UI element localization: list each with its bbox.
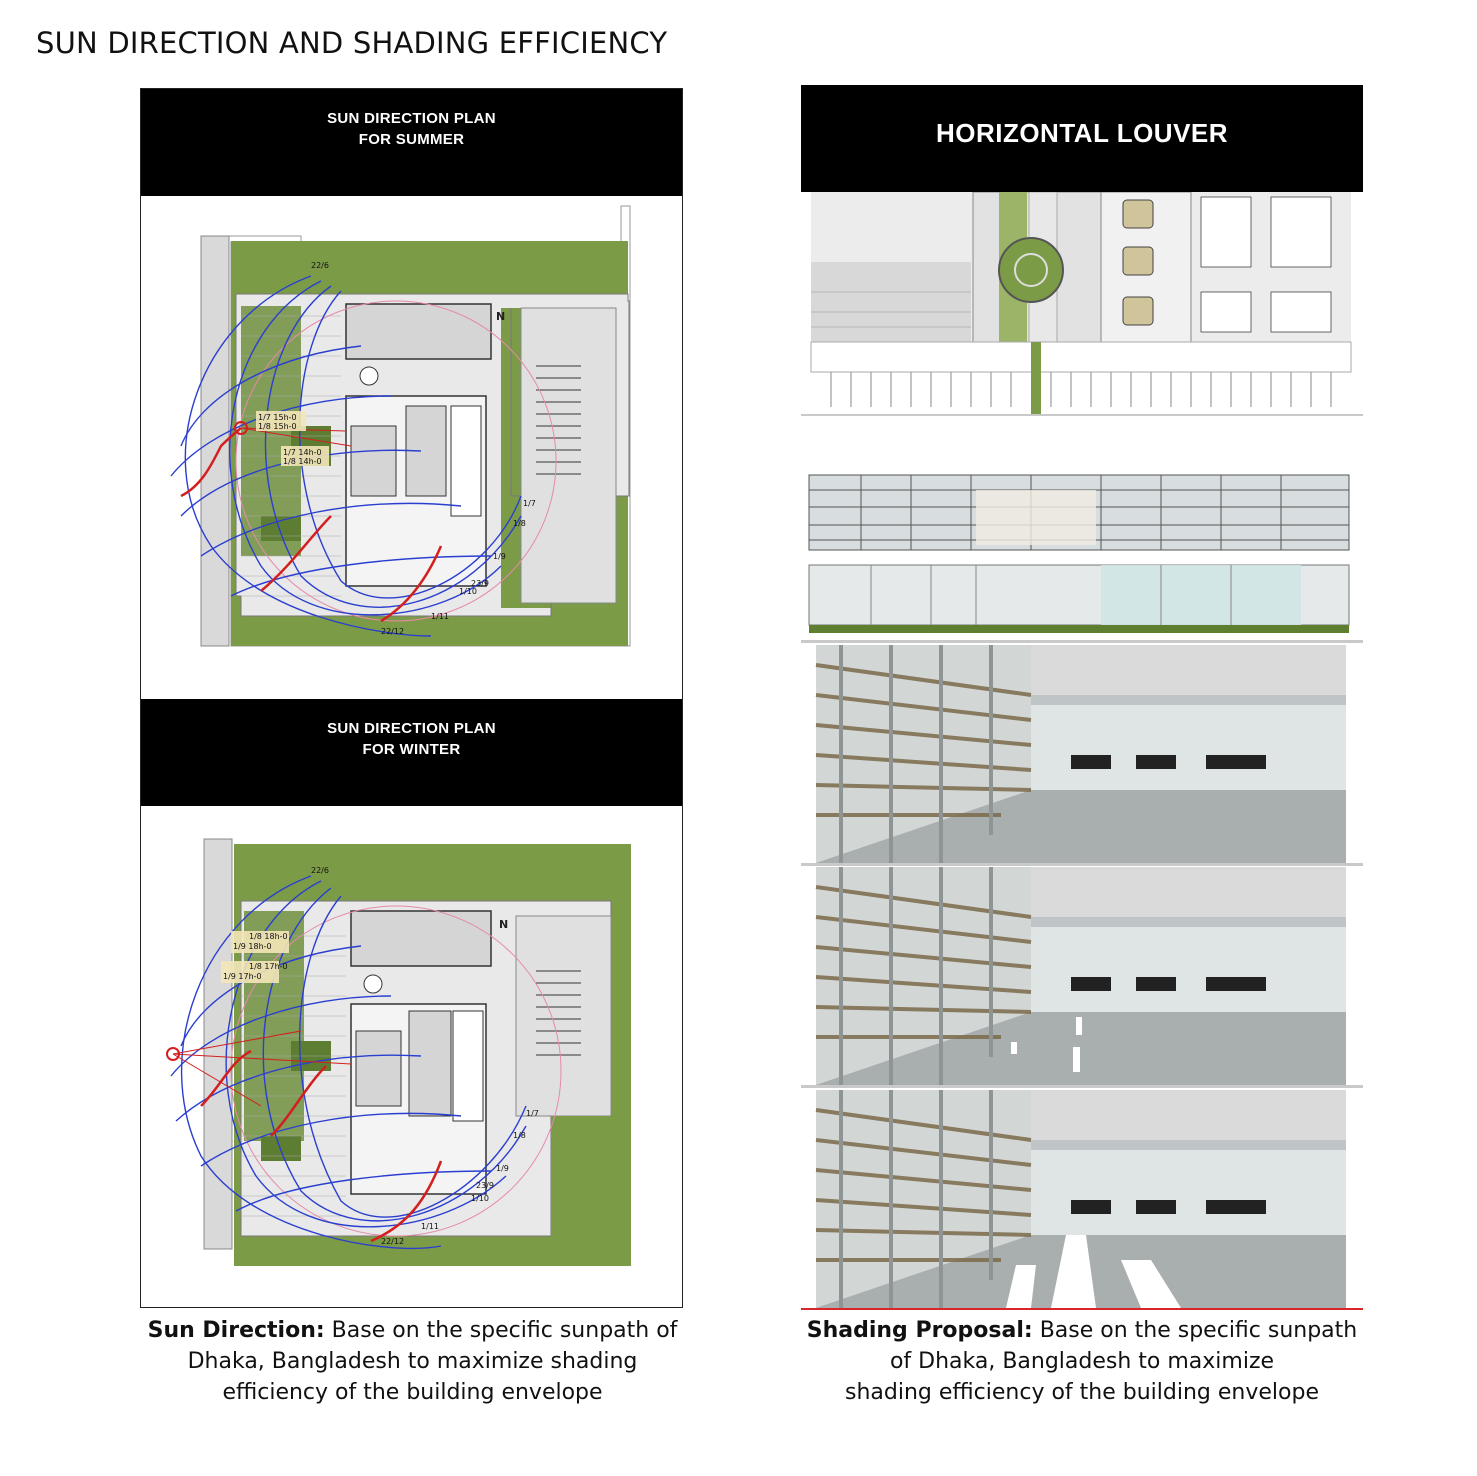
label-winter-23-9: 23/9 <box>476 1181 494 1190</box>
label-winter-2: 1/9 18h-0 <box>233 942 272 951</box>
label-winter-1: 1/8 18h-0 <box>249 932 288 941</box>
label-1-8: 1/8 <box>513 519 526 528</box>
sun-direction-caption <box>140 1315 685 1408</box>
winter-plan-header <box>141 699 682 806</box>
summer-sun-direction-plan <box>141 196 682 696</box>
page-title: SUN DIRECTION AND SHADING EFFICIENCY <box>36 26 668 60</box>
winter-sun-direction-plan <box>141 806 682 1306</box>
label-winter-1-7: 1/7 <box>526 1109 539 1118</box>
label-summer-1: 1/7 15h-0 <box>258 413 297 422</box>
label-1-10: 1/10 <box>459 587 477 596</box>
summer-plan-header <box>141 89 682 196</box>
caption-right-text: Base on the specific sunpath <box>1032 1318 1358 1343</box>
louver-floor-plan <box>801 192 1363 414</box>
shading-proposal-panel <box>801 85 1363 1311</box>
louver-interior-view-3 <box>801 1090 1363 1308</box>
shading-proposal-caption <box>801 1315 1363 1408</box>
panel-divider <box>801 1085 1363 1088</box>
north-label: N <box>496 310 506 323</box>
sun-direction-panel <box>140 88 683 1308</box>
caption-left-text: Base on the specific sunpath of <box>324 1318 678 1343</box>
summer-header-line-1: SUN DIRECTION PLAN <box>327 109 496 127</box>
caption-right-line2: of Dhaka, Bangladesh to maximize <box>889 1349 1275 1374</box>
louver-elevation <box>801 435 1363 640</box>
label-winter-1-10: 1/10 <box>471 1194 489 1203</box>
label-1-7: 1/7 <box>523 499 536 508</box>
north-label-winter: N <box>499 918 509 931</box>
label-summer-2: 1/8 15h-0 <box>258 422 297 431</box>
label-22-6: 22/6 <box>311 261 329 270</box>
caption-left-line3: efficiency of the building envelope <box>222 1380 603 1405</box>
horizontal-louver-header <box>801 85 1363 192</box>
caption-right-line3: shading efficiency of the building envelope <box>845 1380 1319 1405</box>
label-winter-1-8: 1/8 <box>513 1131 526 1140</box>
label-winter-22-6: 22/6 <box>311 866 329 875</box>
label-summer-3: 1/7 14h-0 <box>283 448 322 457</box>
label-23-9: 23/9 <box>471 579 489 588</box>
panel-divider <box>801 414 1363 416</box>
caption-left-bold: Sun Direction: <box>147 1318 325 1343</box>
label-22-12: 22/12 <box>381 627 405 636</box>
caption-left-line2: Dhaka, Bangladesh to maximize shading <box>187 1349 638 1374</box>
label-1-9: 1/9 <box>493 552 506 561</box>
panel-divider <box>801 863 1363 866</box>
label-summer-4: 1/8 14h-0 <box>283 457 322 466</box>
summer-header-line-2: FOR SUMMER <box>358 130 465 148</box>
panel-divider <box>801 640 1363 643</box>
winter-header-line-1: SUN DIRECTION PLAN <box>327 719 496 737</box>
winter-header-line-2: FOR WINTER <box>362 740 461 758</box>
red-rule <box>801 1308 1363 1310</box>
label-winter-1-11: 1/11 <box>421 1222 439 1231</box>
louver-interior-view-1 <box>801 645 1363 863</box>
label-1-11: 1/11 <box>431 612 449 621</box>
label-winter-1-9: 1/9 <box>496 1164 509 1173</box>
horizontal-louver-title: HORIZONTAL LOUVER <box>935 118 1229 148</box>
label-winter-3: 1/8 17h-0 <box>249 962 288 971</box>
louver-interior-view-2 <box>801 867 1363 1085</box>
label-winter-4: 1/9 17h-0 <box>223 972 262 981</box>
caption-right-bold: Shading Proposal: <box>806 1318 1033 1343</box>
label-winter-22-12: 22/12 <box>381 1237 405 1246</box>
